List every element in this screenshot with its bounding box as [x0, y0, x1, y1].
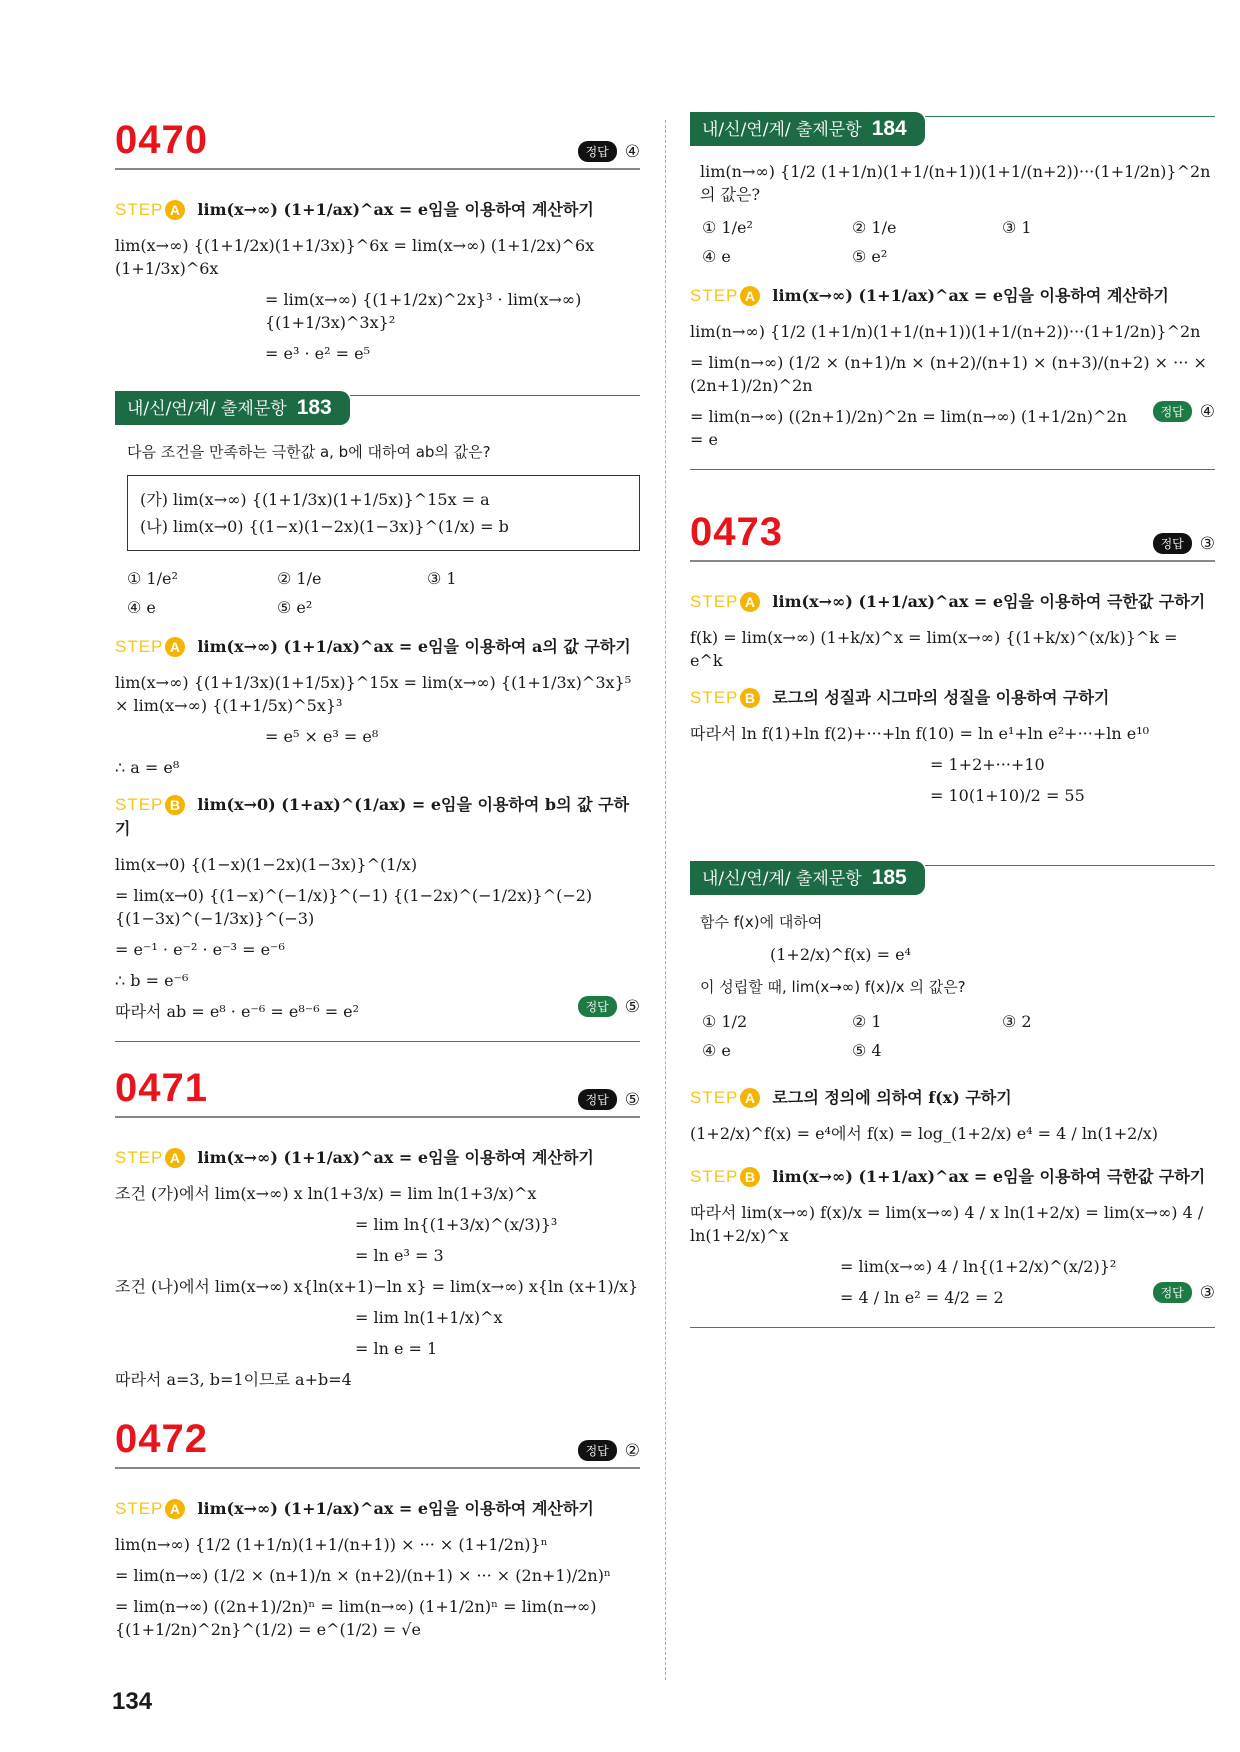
problem-header-0471	[115, 1066, 640, 1118]
answer-row-184	[690, 401, 1215, 455]
question-equation: (1+2/x)^f(x) = e⁴	[770, 945, 911, 964]
related-problem-183	[115, 391, 640, 425]
problem-number-0470: 0470	[115, 118, 208, 162]
answer-184: 정답 ④	[1153, 401, 1215, 422]
choices	[702, 1010, 1215, 1062]
solution-line: = lim(x→∞) 4 / ln{(1+2/x)^(x/2)}²	[840, 1257, 1117, 1276]
answer-value: ④	[624, 141, 640, 162]
choice-1: ① 1/e²	[702, 218, 753, 237]
related-problem-banner-185: 내/신/연/계/ 출제문항 185	[690, 861, 925, 895]
solution-line: = e⁻¹ · e⁻² · e⁻³ = e⁻⁶	[115, 940, 285, 959]
step-a-heading: STEP A lim(x→∞) (1+1/ax)^ax = e임을 이용하여 극한값 구하기	[690, 592, 1206, 611]
solution-line: lim(n→∞) {1/2 (1+1/n)(1+1/(n+1))(1+1/(n+2))···(1+1/2n)}^2n	[690, 322, 1201, 341]
choice-3: ③ 1	[1002, 218, 1032, 237]
answer-185: 정답 ③	[1153, 1282, 1215, 1303]
solution-line: = e⁵ × e³ = e⁸	[265, 727, 379, 746]
section-rule	[115, 1041, 640, 1042]
problem-header-0473	[690, 510, 1215, 562]
problem-number-0471: 0471	[115, 1066, 208, 1110]
step-a-heading: STEP A lim(x→∞) (1+1/ax)^ax = e임을 이용하여 계산하기	[115, 200, 594, 219]
answer-row-185	[690, 1282, 1215, 1313]
solution-line: = lim ln{(1+3/x)^(x/3)}³	[355, 1215, 558, 1234]
choice-5: ⑤ e²	[277, 598, 313, 617]
answer-badge: 정답	[578, 141, 617, 162]
solution-line: = 4 / ln e² = 4/2 = 2	[840, 1288, 1004, 1307]
answer-0473: 정답 ③	[1153, 533, 1215, 554]
page-number: 134	[112, 1688, 153, 1715]
solution-line: = ln e³ = 3	[355, 1246, 444, 1265]
solution-line: 따라서 ab = e⁸ · e⁻⁶ = e⁸⁻⁶ = e²	[115, 1002, 360, 1021]
solution-line: lim(n→∞) {1/2 (1+1/n)(1+1/(n+1)) × ··· × (1+1/2n)}ⁿ	[115, 1535, 548, 1554]
step-a-heading: STEP A lim(x→∞) (1+1/ax)^ax = e임을 이용하여 계산하기	[115, 1499, 594, 1518]
problem-number-0473: 0473	[690, 510, 783, 554]
related-problem-185	[690, 861, 1215, 895]
solution-line: lim(x→∞) {(1+1/3x)(1+1/5x)}^15x = lim(x→∞) {(1+1/3x)^3x}⁵ × lim(x→∞) {(1+1/5x)^5x}³	[115, 673, 632, 715]
choice-3: ③ 1	[427, 569, 457, 588]
answer-row-183	[115, 996, 640, 1027]
solution-line: = lim(n→∞) (1/2 × (n+1)/n × (n+2)/(n+1) × (n+3)/(n+2) × ··· × (2n+1)/2n)^2n	[690, 353, 1207, 395]
answer-0471: 정답 ⑤	[578, 1089, 640, 1110]
step-label: STEP A	[115, 200, 185, 219]
solution-line: ∴ a = e⁸	[115, 758, 180, 777]
solution-line: 조건 (가)에서 lim(x→∞) x ln(1+3/x) = lim ln(1+3/x)^x	[115, 1184, 537, 1203]
solution-line: = lim(n→∞) (1/2 × (n+1)/n × (n+2)/(n+1) × ··· × (2n+1)/2n)ⁿ	[115, 1566, 611, 1585]
related-problem-banner-183: 내/신/연/계/ 출제문항 183	[115, 391, 350, 425]
column-divider	[665, 120, 666, 1680]
choice-2: ② 1	[852, 1012, 882, 1031]
solution-line: 따라서 a=3, b=1이므로 a+b=4	[115, 1370, 352, 1389]
choices	[702, 216, 1215, 268]
solution-line: = lim(n→∞) ((2n+1)/2n)^2n = lim(n→∞) (1+1/2n)^2n = e	[690, 407, 1127, 449]
problem-header-0472	[115, 1417, 640, 1469]
choice-2: ② 1/e	[277, 569, 322, 588]
choice-5: ⑤ e²	[852, 247, 888, 266]
question-intro: 함수 f(x)에 대하여	[700, 913, 823, 931]
problem-number-0472: 0472	[115, 1417, 208, 1461]
left-column	[115, 118, 640, 1645]
banner-rule	[925, 116, 1215, 117]
solution-line: (1+2/x)^f(x) = e⁴에서 f(x) = log_(1+2/x) e⁴ = 4 / ln(1+2/x)	[690, 1124, 1158, 1143]
choice-2: ② 1/e	[852, 218, 897, 237]
choice-4: ④ e	[702, 1041, 731, 1060]
solution-line: lim(x→∞) {(1+1/2x)(1+1/3x)}^6x = lim(x→∞) (1+1/2x)^6x (1+1/3x)^6x	[115, 236, 595, 278]
solution-line: 따라서 lim(x→∞) f(x)/x = lim(x→∞) 4 / x ln(1+2/x) = lim(x→∞) 4 / ln(1+2/x)^x	[690, 1203, 1204, 1245]
question-text: 이 성립할 때, lim(x→∞) f(x)/x 의 값은?	[700, 978, 966, 996]
section-rule	[690, 1327, 1215, 1328]
section-rule	[690, 469, 1215, 470]
solution-line: 조건 (나)에서 lim(x→∞) x{ln(x+1)−ln x} = lim(x→∞) x{ln (x+1)/x}	[115, 1277, 639, 1296]
solution-line: = lim(x→0) {(1−x)^(−1/x)}^(−1) {(1−2x)^(−1/2x)}^(−2) {(1−3x)^(−1/3x)}^(−3)	[115, 886, 593, 928]
step-a-heading: STEP A lim(x→∞) (1+1/ax)^ax = e임을 이용하여 계산하기	[115, 1148, 594, 1167]
answer-0472: 정답 ②	[578, 1440, 640, 1461]
step-a-heading: STEP A 로그의 정의에 의하여 f(x) 구하기	[690, 1088, 1012, 1107]
choice-4: ④ e	[127, 598, 156, 617]
solution-line: = lim(n→∞) ((2n+1)/2n)ⁿ = lim(n→∞) (1+1/2n)ⁿ = lim(n→∞) {(1+1/2n)^2n}^(1/2) = e^(1/2) = √e	[115, 1597, 597, 1639]
banner-rule	[925, 865, 1215, 866]
solution-line: = 1+2+···+10	[930, 755, 1045, 774]
choices	[127, 567, 640, 619]
right-column	[690, 112, 1215, 1352]
choice-5: ⑤ 4	[852, 1041, 882, 1060]
solution-line: ∴ b = e⁻⁶	[115, 971, 189, 990]
condition-box	[127, 475, 640, 551]
problem-header-0470	[115, 118, 640, 170]
solution-line: 따라서 ln f(1)+ln f(2)+···+ln f(10) = ln e¹+ln e²+···+ln e¹⁰	[690, 724, 1150, 743]
step-b-heading: STEP B lim(x→∞) (1+1/ax)^ax = e임을 이용하여 극한값 구하기	[690, 1167, 1206, 1186]
solution-line: = 10(1+10)/2 = 55	[930, 786, 1085, 805]
solution-line: = ln e = 1	[355, 1339, 438, 1358]
step-a-heading: STEP A lim(x→∞) (1+1/ax)^ax = e임을 이용하여 계산하기	[690, 286, 1169, 305]
step-b-heading: STEP B 로그의 성질과 시그마의 성질을 이용하여 구하기	[690, 688, 1110, 707]
choice-3: ③ 2	[1002, 1012, 1032, 1031]
solution-line: = lim(x→∞) {(1+1/2x)^2x}³ · lim(x→∞) {(1+1/3x)^3x}²	[265, 290, 582, 332]
question-text: 다음 조건을 만족하는 극한값 a, b에 대하여 ab의 값은?	[127, 443, 491, 461]
step-a-heading: STEP A lim(x→∞) (1+1/ax)^ax = e임을 이용하여 a의 값 구하기	[115, 637, 631, 656]
choice-4: ④ e	[702, 247, 731, 266]
banner-rule	[350, 395, 640, 396]
related-problem-banner-184: 내/신/연/계/ 출제문항 184	[690, 112, 925, 146]
condition-ga: (가) lim(x→∞) {(1+1/3x)(1+1/5x)}^15x = a	[140, 490, 490, 509]
step-b-heading: STEP B lim(x→0) (1+ax)^(1/ax) = e임을 이용하여 b의 값 구하기	[115, 795, 630, 838]
answer-183: 정답 ⑤	[578, 996, 640, 1017]
choice-1: ① 1/e²	[127, 569, 178, 588]
related-problem-184	[690, 112, 1215, 146]
solution-line: f(k) = lim(x→∞) (1+k/x)^x = lim(x→∞) {(1+k/x)^(x/k)}^k = e^k	[690, 628, 1178, 670]
solution-line: = lim ln(1+1/x)^x	[355, 1308, 503, 1327]
choice-1: ① 1/2	[702, 1012, 748, 1031]
solution-line: = e³ · e² = e⁵	[265, 344, 370, 363]
condition-na: (나) lim(x→0) {(1−x)(1−2x)(1−3x)}^(1/x) = b	[140, 517, 509, 536]
solution-line: lim(x→0) {(1−x)(1−2x)(1−3x)}^(1/x)	[115, 855, 418, 874]
answer-0470	[578, 141, 640, 162]
question-text: lim(n→∞) {1/2 (1+1/n)(1+1/(n+1))(1+1/(n+2))···(1+1/2n)}^2n 의 값은?	[700, 162, 1211, 204]
